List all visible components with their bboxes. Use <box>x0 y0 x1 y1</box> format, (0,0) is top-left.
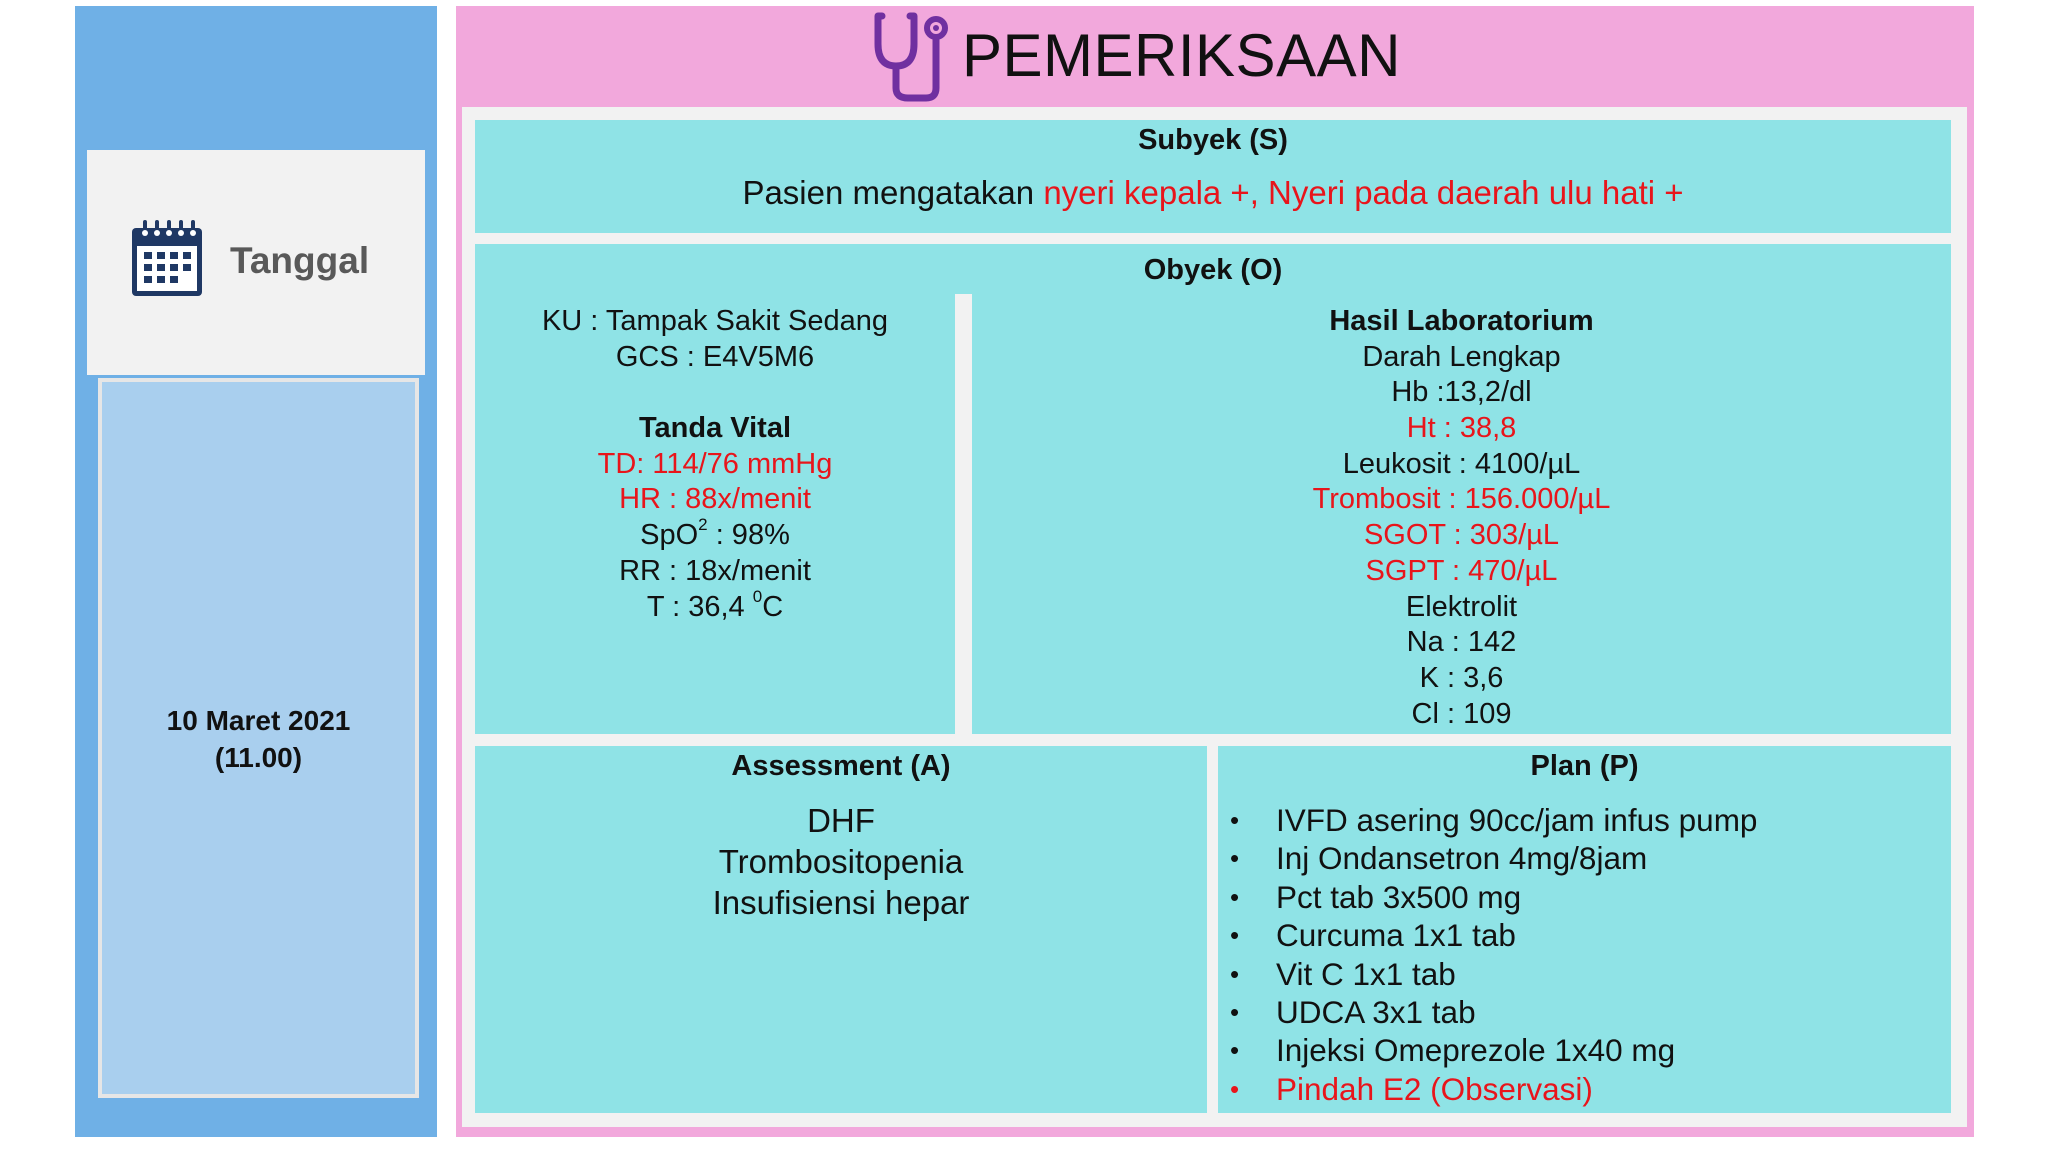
lab-sgpt: SGPT : 470/µL <box>1365 554 1558 587</box>
lab-hb: Hb :13,2/dl <box>1391 376 1532 409</box>
lab-elektrolit: Elektrolit <box>1405 590 1518 623</box>
spacer <box>475 375 955 411</box>
subjective-text <box>475 174 1951 212</box>
assessment-item: Trombositopenia <box>718 843 964 880</box>
plan-item: • UDCA 3x1 tab <box>1230 993 1476 1030</box>
plan-item: • Injeksi Omeprezole 1x40 mg <box>1230 1032 1676 1069</box>
assessment-item: DHF <box>807 802 875 839</box>
gcs-value: GCS : E4V5M6 <box>615 340 815 373</box>
assessment-title: Assessment (A) <box>731 750 951 782</box>
page-header <box>870 8 1401 103</box>
lab-na: Na : 142 <box>1406 626 1517 659</box>
subjective-text-normal: Pasien mengatakan <box>742 174 1044 211</box>
exam-date-day: 10 Maret 2021 <box>166 705 351 736</box>
bullet-icon: • <box>1230 996 1240 1027</box>
subjective-title: Subyek (S) <box>1138 124 1288 156</box>
lab-leukosit: Leukosit : 4100/µL <box>1342 447 1581 480</box>
bullet-icon: • <box>1230 1035 1240 1066</box>
bullet-icon: • <box>1230 1073 1240 1104</box>
calendar-icon <box>130 218 204 298</box>
lab-ht: Ht : 38,8 <box>1406 412 1517 445</box>
lab-darah-lengkap: Darah Lengkap <box>1362 340 1561 373</box>
subjective-text-highlight: nyeri kepala +, Nyeri pada daerah ulu hati + <box>1043 174 1684 211</box>
bullet-icon: • <box>1230 881 1240 912</box>
bullet-icon: • <box>1230 843 1240 874</box>
bullet-icon: • <box>1230 920 1240 951</box>
heart-rate: HR : 88x/menit <box>619 483 811 516</box>
blood-pressure: TD: 114/76 mmHg <box>597 447 833 480</box>
lab-title: Hasil Laboratorium <box>1329 305 1594 337</box>
plan-title: Plan (P) <box>1530 750 1639 782</box>
lab-cl: Cl : 109 <box>1411 697 1512 730</box>
plan-item: • Vit C 1x1 tab <box>1230 955 1456 992</box>
lab-results-column <box>972 304 1951 732</box>
lab-sgot: SGOT : 303/µL <box>1363 519 1560 552</box>
plan-item: • Pct tab 3x500 mg <box>1230 878 1522 915</box>
general-condition: KU : Tampak Sakit Sedang <box>541 305 889 337</box>
lab-k: K : 3,6 <box>1419 661 1504 694</box>
objective-title: Obyek (O) <box>1143 254 1283 286</box>
temperature: T : 36,4 $^0$C <box>646 586 784 623</box>
page-title: PEMERIKSAAN <box>962 22 1401 89</box>
assessment-list <box>475 800 1207 923</box>
lab-trombosit: Trombosit : 156.000/µL <box>1312 483 1611 516</box>
exam-date <box>98 702 419 776</box>
plan-item: • IVFD asering 90cc/jam infus pump <box>1230 802 1758 838</box>
exam-date-time: (11.00) <box>214 742 303 773</box>
general-vitals-column <box>475 304 955 625</box>
bullet-icon: • <box>1230 958 1240 989</box>
plan-list <box>1218 801 1951 1108</box>
plan-item-highlight: • Pindah E2 (Observasi) <box>1230 1070 1593 1107</box>
oxygen-saturation: SpO$^2$ : 98% <box>640 515 790 552</box>
vitals-title: Tanda Vital <box>638 412 792 445</box>
plan-item: • Inj Ondansetron 4mg/8jam <box>1230 840 1648 877</box>
bullet-icon: • <box>1230 805 1240 835</box>
respiratory-rate: RR : 18x/menit <box>619 554 811 587</box>
date-label: Tanggal <box>230 240 370 281</box>
assessment-item: Insufisiensi hepar <box>712 884 970 921</box>
plan-item: • Curcuma 1x1 tab <box>1230 917 1516 954</box>
stethoscope-icon <box>870 8 950 103</box>
